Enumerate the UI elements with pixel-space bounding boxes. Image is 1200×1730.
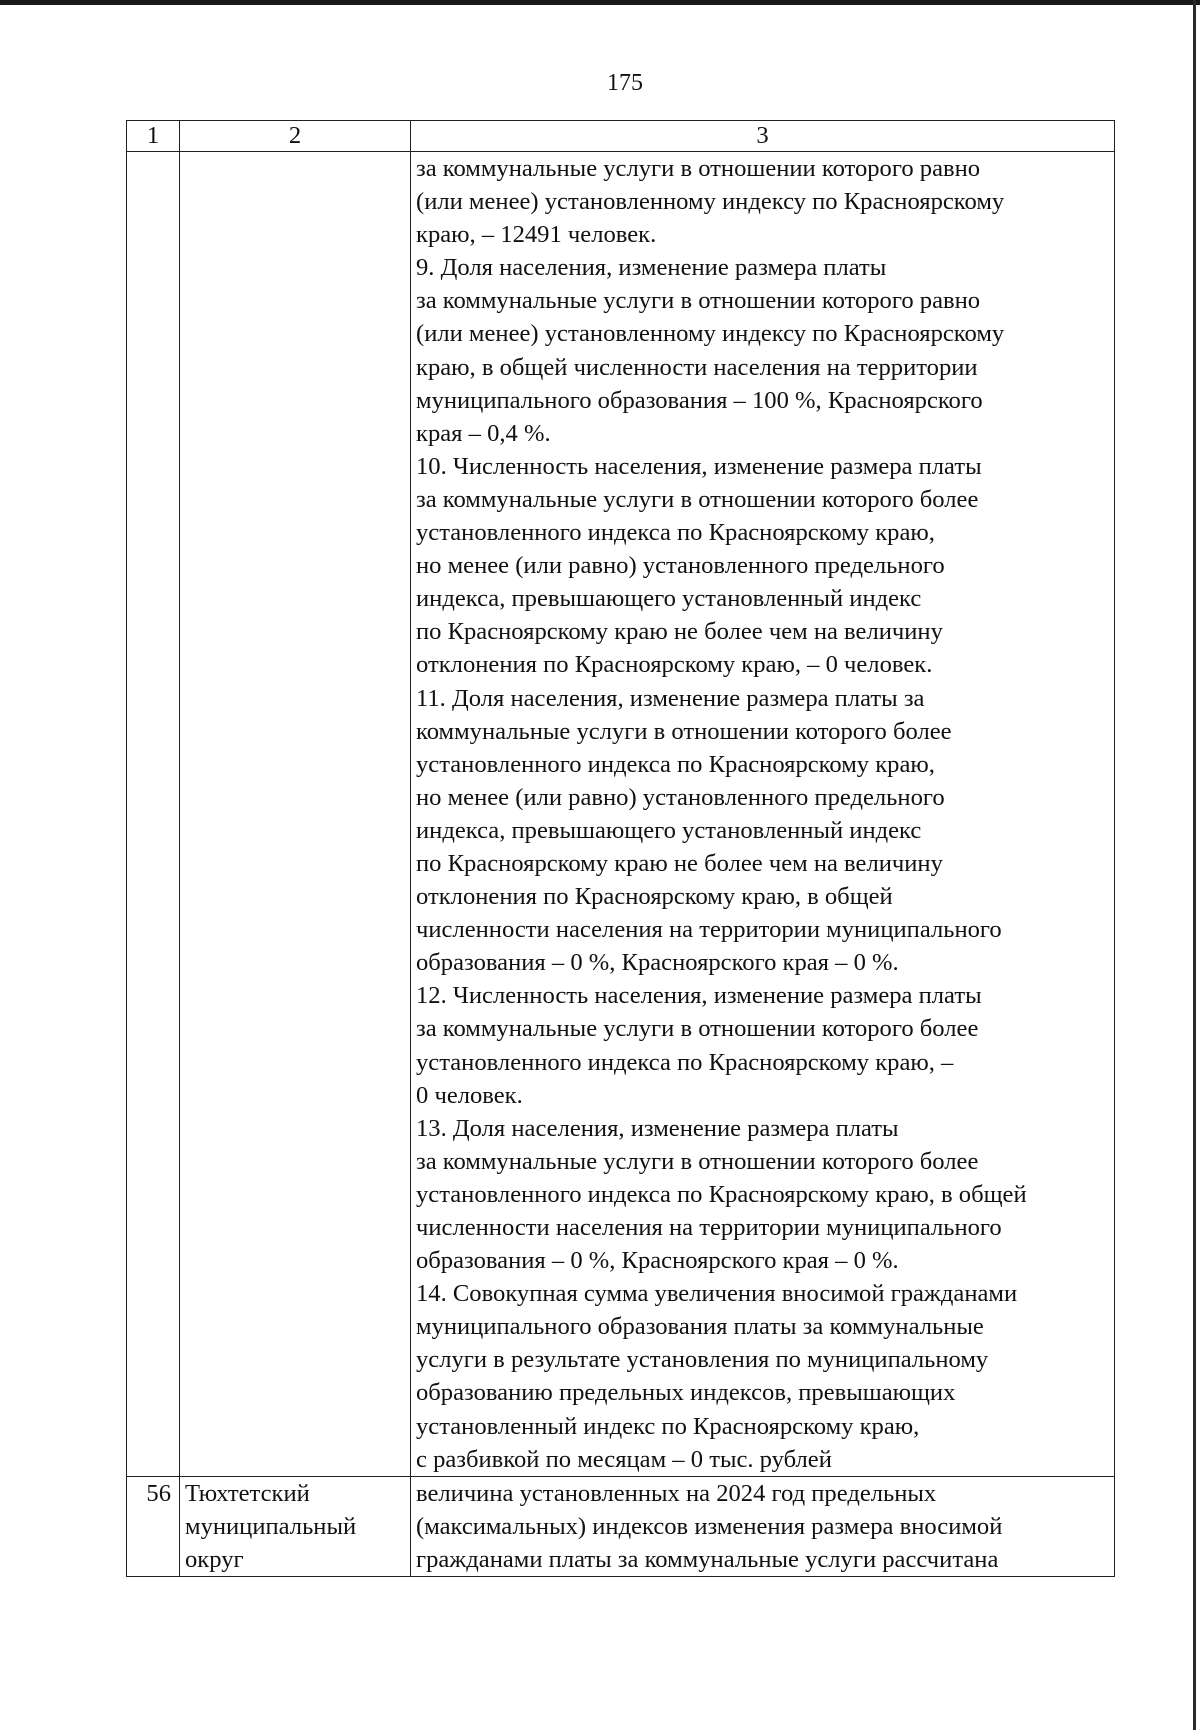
description-cell [411,152,1115,1477]
header-col-1: 1 [127,121,180,152]
text-line: 9. Доля населения, изменение размера платы [416,254,887,282]
text-line: установленного индекса по Красноярскому краю, – [416,1048,954,1076]
text-line: 14. Совокупная сумма увеличения вносимой гражданами [416,1280,1018,1308]
scan-right-border [1193,0,1196,1730]
text-line: образованию предельных индексов, превышающих [416,1379,956,1407]
text-line: по Красноярскому краю не более чем на величину [416,618,943,646]
text-line: (или менее) установленному индексу по Красноярскому [416,320,1005,348]
description-lines [416,1477,1111,1576]
text-line: установленного индекса по Красноярскому краю, в общей [416,1180,1027,1208]
text-line: за коммунальные услуги в отношении которого равно [416,155,981,182]
text-line: отклонения по Красноярскому краю, в общей [416,883,893,911]
text-line: муниципального образования платы за коммунальные [416,1313,984,1341]
document-table [126,120,1115,1577]
text-line: величина установленных на 2024 год предельных [416,1479,937,1507]
municipality-cell [180,152,411,1477]
table-header-row [127,121,1115,152]
text-line: по Красноярскому краю не более чем на величину [416,849,943,877]
text-line: с разбивкой по месяцам – 0 тыс. рублей [416,1445,832,1473]
row-number-cell [127,152,180,1477]
description-cell [411,1476,1115,1576]
text-line: численности населения на территории муниципального [416,1214,1002,1241]
header-col-2: 2 [180,121,411,152]
text-line: индекса, превышающего установленный индекс [416,585,922,613]
text-line: 11. Доля населения, изменение размера платы за [416,684,925,712]
text-line: за коммунальные услуги в отношении которого равно [416,287,981,315]
text-line: установленного индекса по Красноярскому краю, [416,750,935,778]
text-line: услуги в результате установления по муниципальному [416,1346,989,1374]
text-line: образования – 0 %, Красноярского края – 0 %. [416,949,899,977]
municipality-name-line: округ [185,1545,244,1573]
text-line: отклонения по Красноярскому краю, – 0 человек. [416,651,933,679]
text-line: краю, – 12491 человек. [416,221,657,249]
text-line: установленный индекс по Красноярскому краю, [416,1412,920,1440]
text-line: 13. Доля населения, изменение размера платы [416,1114,899,1142]
text-line: за коммунальные услуги в отношении которого более [416,1147,979,1175]
text-line: но менее (или равно) установленного предельного [416,552,945,580]
text-line: образования – 0 %, Красноярского края – 0 %. [416,1247,899,1275]
text-line: установленного индекса по Красноярскому краю, [416,519,935,547]
page-number: 175 [607,70,643,96]
description-lines [416,152,1111,1476]
text-line: (максимальных) индексов изменения размера вносимой [416,1512,1003,1540]
text-line: 10. Численность населения, изменение размера платы [416,452,982,480]
scan-top-border [0,0,1200,5]
text-line: численности населения на территории муниципального [416,916,1002,944]
text-line: 0 человек. [416,1081,523,1109]
municipality-cell [180,1476,411,1576]
text-line: гражданами платы за коммунальные услуги рассчитана [416,1545,999,1573]
text-line: за коммунальные услуги в отношении которого более [416,1015,979,1043]
text-line: за коммунальные услуги в отношении которого более [416,485,979,513]
row-number-cell: 56 [127,1476,180,1576]
text-line: но менее (или равно) установленного предельного [416,783,945,811]
table-row-56 [127,1476,1115,1576]
municipality-name-line: муниципальный [185,1512,357,1540]
text-line: (или менее) установленному индексу по Красноярскому [416,188,1005,216]
text-line: 12. Численность населения, изменение размера платы [416,982,982,1010]
municipality-name-line: Тюхтетский [185,1479,310,1507]
text-line: коммунальные услуги в отношении которого более [416,717,952,745]
text-line: индекса, превышающего установленный индекс [416,816,922,844]
header-col-3: 3 [411,121,1115,152]
text-line: краю, в общей численности населения на территории [416,353,978,381]
municipality-name [185,1477,407,1576]
table-row-continuation [127,152,1115,1477]
text-line: края – 0,4 %. [416,419,551,447]
text-line: муниципального образования – 100 %, Красноярского [416,386,983,414]
